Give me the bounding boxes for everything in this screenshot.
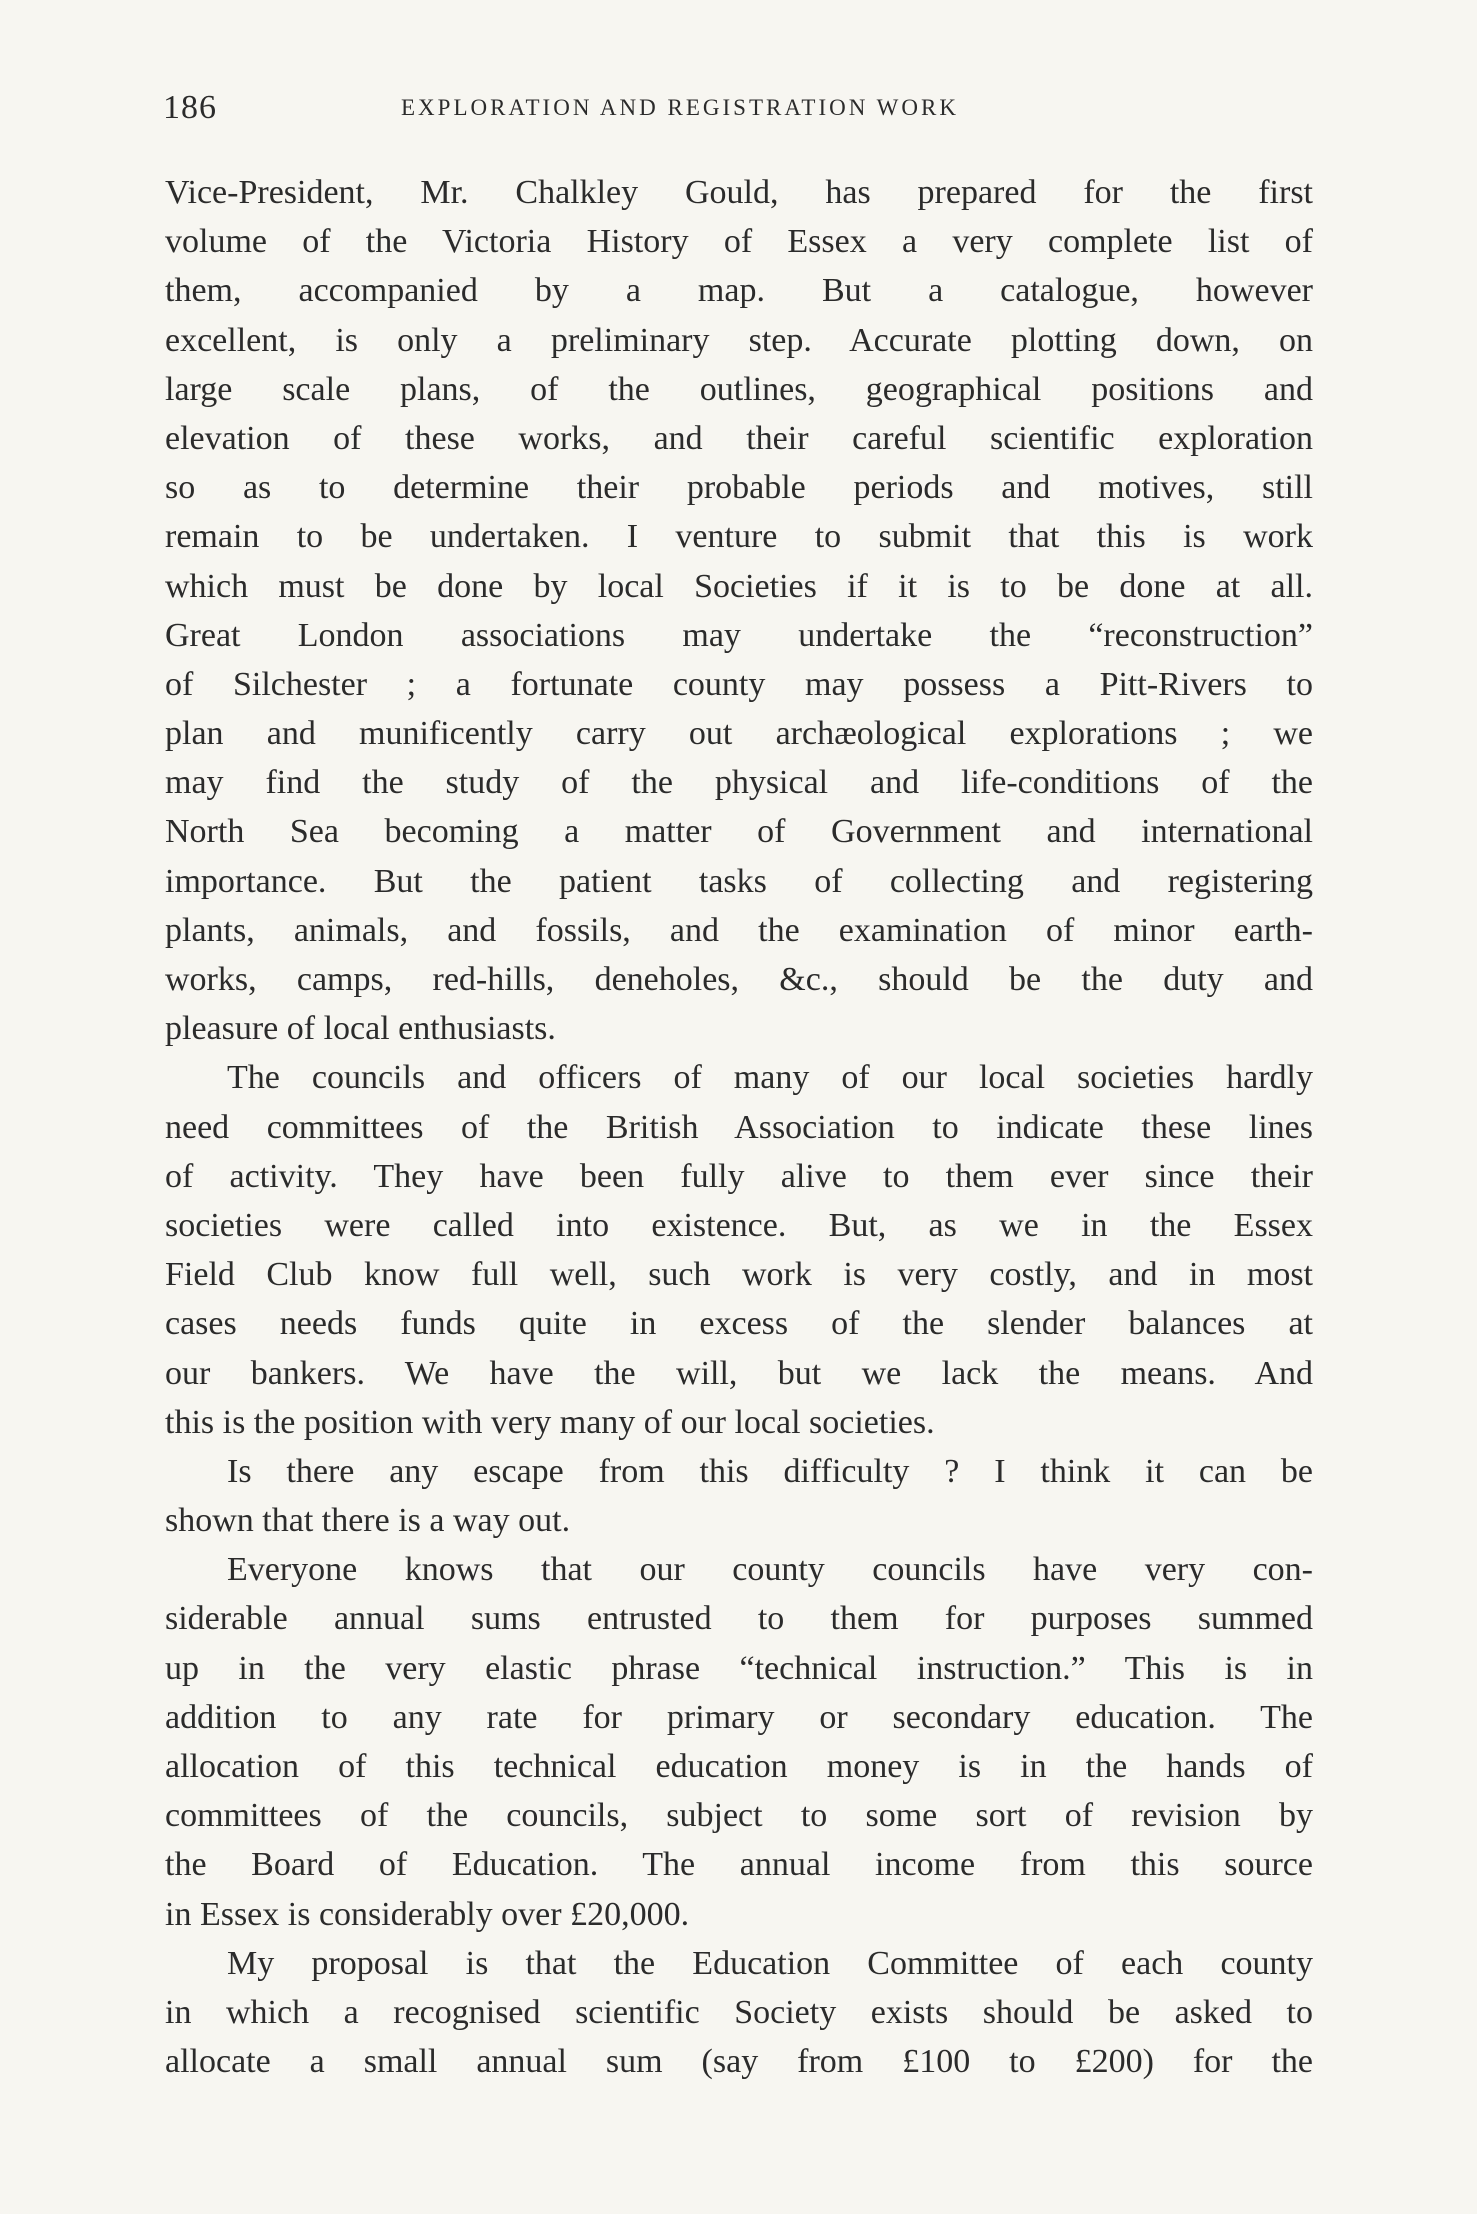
text-line: them, accompanied by a map. But a catalogue, however xyxy=(165,272,1313,310)
text-line: societies were called into existence. But, as we in the Essex xyxy=(165,1206,1313,1244)
text-line: shown that there is a way out. xyxy=(165,1502,571,1540)
text-line: of Silchester ; a fortunate county may possess a Pitt-Rivers to xyxy=(165,665,1313,703)
text-line: Everyone knows that our county councils have very con- xyxy=(227,1551,1313,1589)
text-line: the Board of Education. The annual income from this source xyxy=(165,1846,1313,1884)
text-line: siderable annual sums entrusted to them for purposes summed xyxy=(165,1600,1313,1638)
text-line: which must be done by local Societies if it is to be done at all. xyxy=(165,567,1313,605)
text-line: committees of the councils, subject to some sort of revision by xyxy=(165,1797,1313,1835)
text-line: allocate a small annual sum (say from £100 to £200) for the xyxy=(165,2043,1313,2081)
text-line: in which a recognised scientific Society exists should be asked to xyxy=(165,1993,1313,2031)
text-line: of activity. They have been fully alive to them ever since their xyxy=(165,1157,1313,1195)
text-line: pleasure of local enthusiasts. xyxy=(165,1010,556,1048)
text-line: up in the very elastic phrase “technical instruction.” This is in xyxy=(165,1649,1313,1687)
text-line: My proposal is that the Education Committee of each county xyxy=(227,1944,1313,1982)
page-number: 186 xyxy=(163,89,217,126)
text-line: Field Club know full well, such work is very costly, and in most xyxy=(165,1256,1313,1294)
text-line: so as to determine their probable periods and motives, still xyxy=(165,469,1313,507)
text-line: The councils and officers of many of our local societies hardly xyxy=(227,1059,1313,1097)
text-line: in Essex is considerably over £20,000. xyxy=(165,1895,690,1933)
text-line: Vice-President, Mr. Chalkley Gould, has prepared for the first xyxy=(165,174,1313,211)
text-line: importance. But the patient tasks of collecting and registering xyxy=(165,862,1313,900)
text-line: addition to any rate for primary or secondary education. The xyxy=(165,1698,1313,1736)
text-line: excellent, is only a preliminary step. Accurate plotting down, on xyxy=(165,321,1313,359)
text-line: plan and munificently carry out archæological explorations ; we xyxy=(165,715,1313,753)
text-line: may find the study of the physical and life-conditions of the xyxy=(165,764,1313,802)
running-title: EXPLORATION AND REGISTRATION WORK xyxy=(401,95,959,120)
text-line: need committees of the British Association to indicate these lines xyxy=(165,1108,1313,1146)
text-line: this is the position with very many of our local societies. xyxy=(165,1403,935,1441)
running-head xyxy=(163,88,1315,128)
text-line: plants, animals, and fossils, and the examination of minor earth- xyxy=(165,911,1313,949)
text-line: works, camps, red-hills, deneholes, &c., should be the duty and xyxy=(165,961,1313,998)
text-line: large scale plans, of the outlines, geographical positions and xyxy=(165,370,1313,408)
text-line: volume of the Victoria History of Essex a very complete list of xyxy=(165,223,1313,261)
body-text xyxy=(165,168,1313,2086)
text-line: our bankers. We have the will, but we lack the means. And xyxy=(165,1354,1313,1392)
text-line: elevation of these works, and their careful scientific exploration xyxy=(165,419,1313,457)
text-line: cases needs funds quite in excess of the slender balances at xyxy=(165,1305,1313,1343)
text-line: Great London associations may undertake the “reconstruction” xyxy=(165,616,1313,654)
text-line: North Sea becoming a matter of Government and international xyxy=(165,813,1313,851)
text-line: Is there any escape from this difficulty ? I think it can be xyxy=(227,1452,1313,1490)
text-line: allocation of this technical education money is in the hands of xyxy=(165,1748,1313,1785)
text-line: remain to be undertaken. I venture to submit that this is work xyxy=(165,518,1313,556)
